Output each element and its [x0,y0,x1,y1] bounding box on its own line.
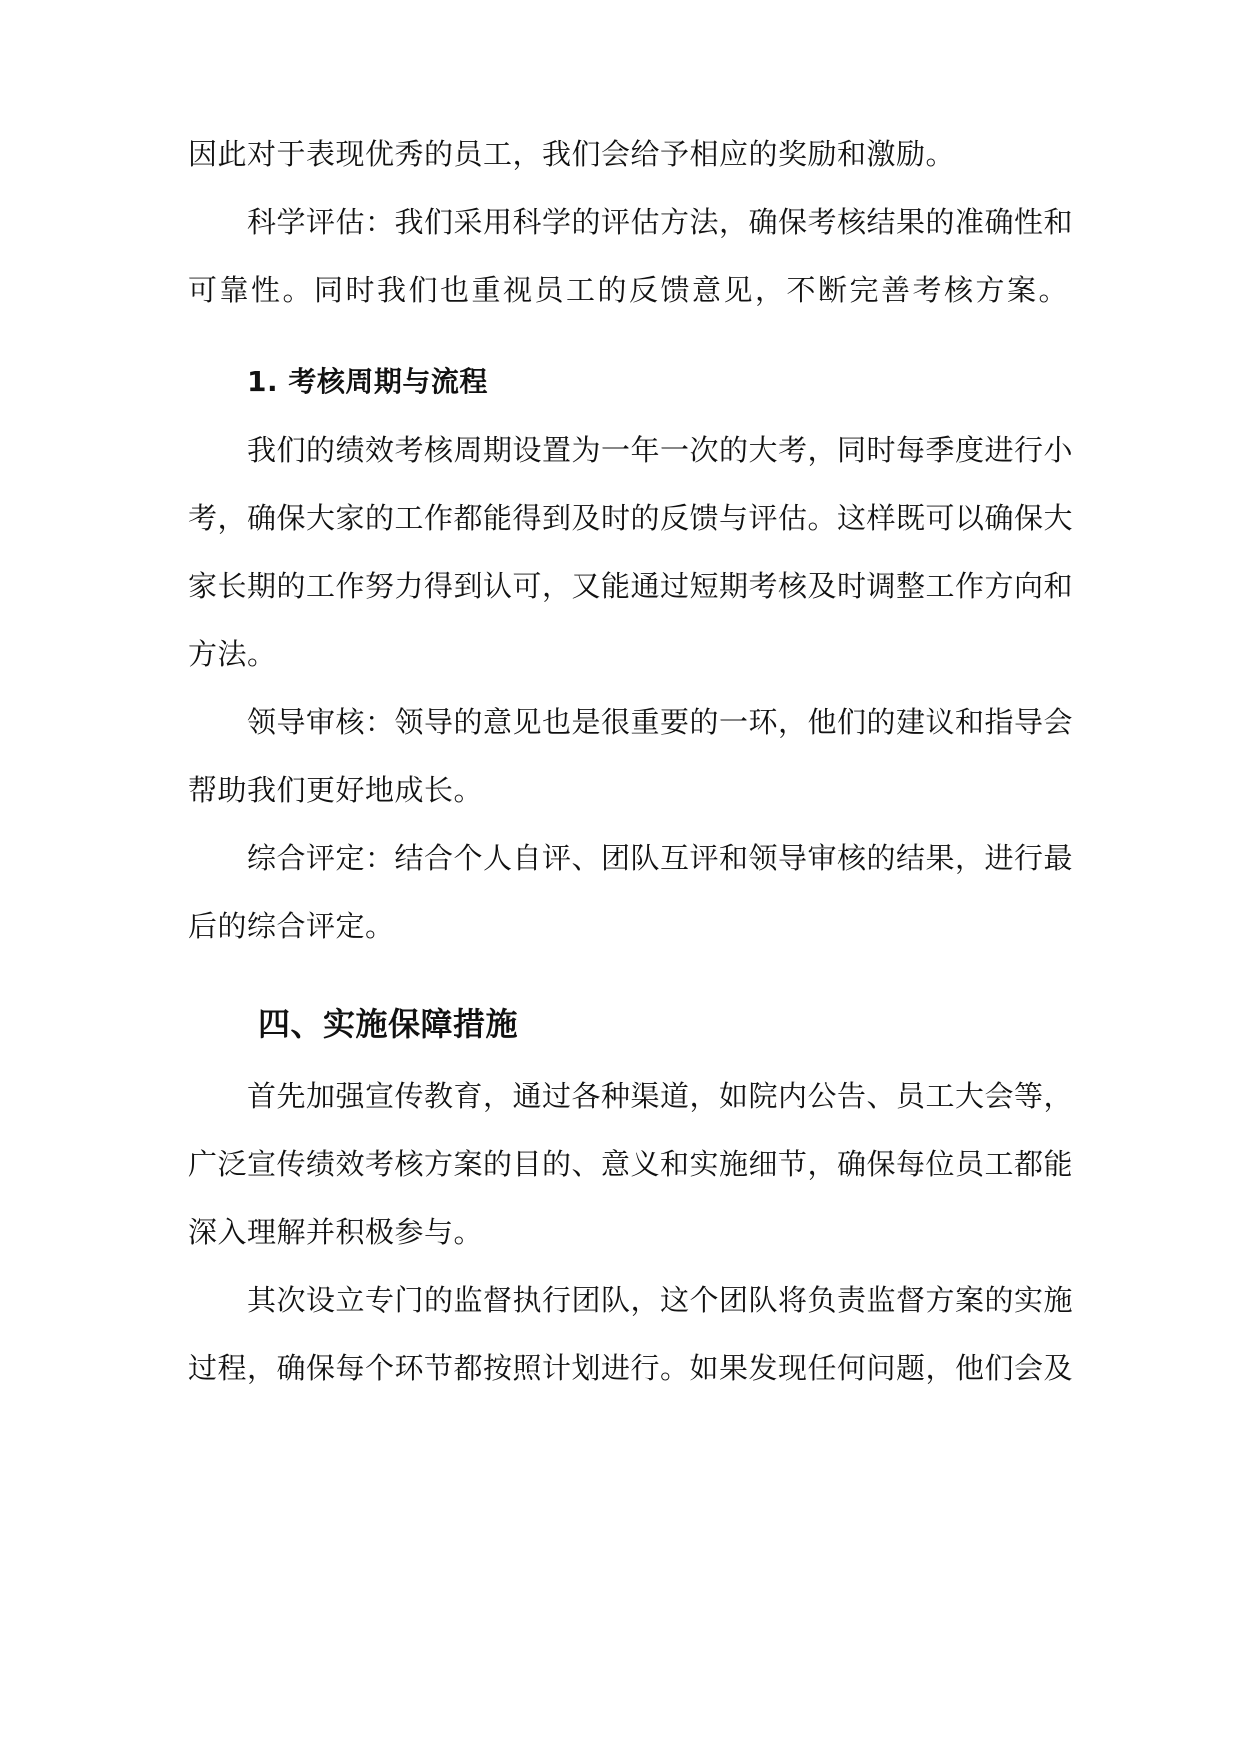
paragraph-line: 可靠性。同时我们也重视员工的反馈意见，不断完善考核方案。 [188,273,1068,307]
paragraph-line: 领导审核：领导的意见也是很重要的一环，他们的建议和指导会 [247,705,1074,739]
paragraph-line: 方法。 [188,637,277,671]
paragraph-line: 深入理解并积极参与。 [188,1215,484,1249]
paragraph-line: 考，确保大家的工作都能得到及时的反馈与评估。这样既可以确保大 [188,501,1074,535]
paragraph-line: 广泛宣传绩效考核方案的目的、意义和实施细节，确保每位员工都能 [188,1147,1074,1181]
paragraph-line: 首先加强宣传教育，通过各种渠道，如院内公告、员工大会等， [247,1079,1074,1113]
paragraph-line: 后的综合评定。 [188,909,395,943]
paragraph-line: 家长期的工作努力得到认可，又能通过短期考核及时调整工作方向和 [188,569,1074,603]
paragraph-line: 过程，确保每个环节都按照计划进行。如果发现任何问题，他们会及 [188,1351,1074,1385]
paragraph-line: 我们的绩效考核周期设置为一年一次的大考，同时每季度进行小 [247,433,1074,467]
paragraph-line: 其次设立专门的监督执行团队，这个团队将负责监督方案的实施 [247,1283,1074,1317]
paragraph-line: 科学评估：我们采用科学的评估方法，确保考核结果的准确性和 [247,205,1074,239]
section-heading: 1. 考核周期与流程 [247,365,488,398]
paragraph-line: 帮助我们更好地成长。 [188,773,484,807]
paragraph-line: 综合评定：结合个人自评、团队互评和领导审核的结果，进行最 [247,841,1074,875]
chapter-heading: 四、实施保障措施 [258,1005,519,1043]
paragraph-line: 因此对于表现优秀的员工，我们会给予相应的奖励和激励。 [188,137,956,171]
